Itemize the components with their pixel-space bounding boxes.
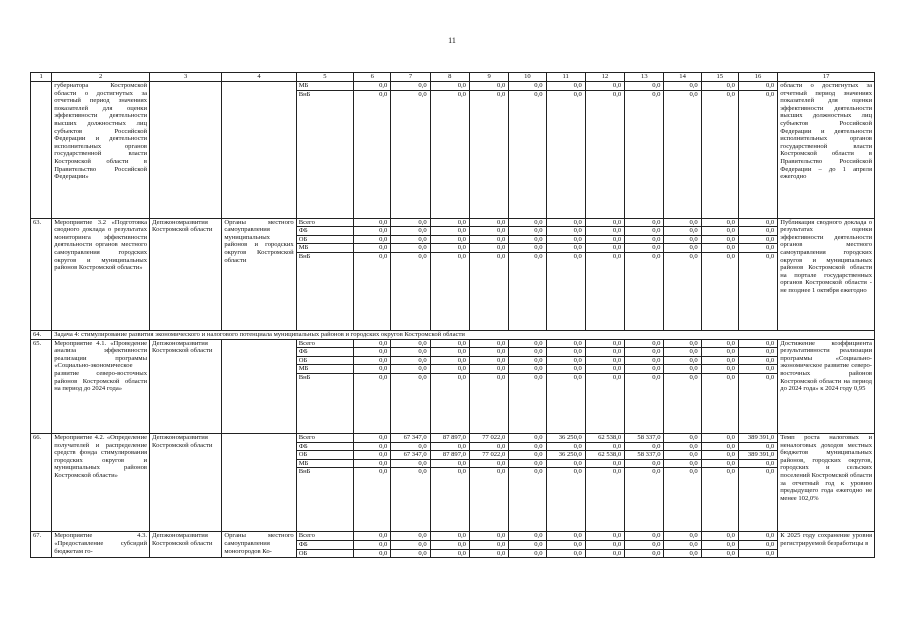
amount-cell: 0,0	[354, 244, 391, 253]
amount-cell: 0,0	[354, 82, 391, 91]
amount-cell: 0,0	[469, 82, 508, 91]
funding-source: ВнБ	[296, 468, 353, 532]
amount-cell: 0,0	[354, 549, 391, 558]
amount-cell: 0,0	[701, 459, 738, 468]
funding-source: ФБ	[296, 348, 353, 357]
measure-name: губернатора Костромской области о достигнутых за отчетный период значениях показателей для оценки эффективности деятельности высших должностных лиц субъектов Российской Федерации и деятельности исполнительных органов государственной власти Костромской области в Правительство Российской Федерации»	[52, 82, 150, 219]
funding-source: Всего	[296, 339, 353, 348]
amount-cell: 0,0	[585, 339, 624, 348]
amount-cell: 0,0	[664, 227, 701, 236]
header-cell: 3	[150, 73, 222, 82]
amount-cell: 0,0	[738, 442, 777, 451]
amount-cell: 0,0	[664, 235, 701, 244]
amount-cell: 0,0	[354, 468, 391, 532]
amount-cell: 0,0	[664, 459, 701, 468]
amount-cell: 0,0	[546, 244, 585, 253]
header-cell: 1	[31, 73, 52, 82]
amount-cell: 0,0	[509, 244, 546, 253]
amount-cell: 36 250,0	[546, 451, 585, 460]
funding-source: ОБ	[296, 235, 353, 244]
amount-cell: 0,0	[625, 218, 664, 227]
amount-cell: 0,0	[469, 373, 508, 433]
funding-source: ФБ	[296, 540, 353, 549]
amount-cell: 0,0	[585, 540, 624, 549]
amount-cell: 0,0	[391, 218, 430, 227]
amount-cell: 0,0	[469, 244, 508, 253]
amount-cell: 0,0	[546, 227, 585, 236]
funding-source: МБ	[296, 459, 353, 468]
amount-cell: 0,0	[354, 227, 391, 236]
amount-cell: 0,0	[509, 468, 546, 532]
amount-cell: 0,0	[509, 365, 546, 374]
amount-cell: 0,0	[738, 459, 777, 468]
header-cell: 12	[585, 73, 624, 82]
amount-cell: 0,0	[738, 549, 777, 558]
funding-source: МБ	[296, 365, 353, 374]
amount-cell: 0,0	[546, 442, 585, 451]
amount-cell: 0,0	[625, 244, 664, 253]
amount-cell: 0,0	[430, 468, 469, 532]
expected-result: Публикация сводного доклада о результатах оценки эффективности деятельности органов местного самоуправления городских округов и муниципальных районов Костромской области на портале государственных органов Костромской области - не позднее 1 октября ежегодно	[778, 218, 875, 330]
amount-cell: 0,0	[509, 227, 546, 236]
funding-source: ВнБ	[296, 252, 353, 330]
funding-source: МБ	[296, 82, 353, 91]
measure-name: Мероприятие 4.3. «Предоставление субсидий бюджетам го-	[52, 532, 150, 558]
amount-cell: 0,0	[391, 532, 430, 541]
task-text: Задача 4: стимулирование развития экономического и налогового потенциала муниципальных районов и городских округов Костромской области	[52, 330, 875, 339]
amount-cell: 0,0	[664, 549, 701, 558]
amount-cell: 0,0	[701, 339, 738, 348]
amount-cell: 389 391,0	[738, 433, 777, 442]
header-cell: 15	[701, 73, 738, 82]
amount-cell: 0,0	[546, 235, 585, 244]
amount-cell: 0,0	[738, 373, 777, 433]
amount-cell: 0,0	[430, 442, 469, 451]
responsible-executor: Депэкономразвития Костромской области	[150, 532, 222, 558]
amount-cell: 0,0	[546, 356, 585, 365]
funding-source: Всего	[296, 532, 353, 541]
page-number: 11	[448, 36, 456, 45]
amount-cell: 0,0	[354, 459, 391, 468]
amount-cell: 0,0	[738, 532, 777, 541]
amount-cell: 0,0	[391, 235, 430, 244]
amount-cell: 0,0	[469, 90, 508, 218]
amount-cell: 0,0	[546, 532, 585, 541]
amount-cell: 77 022,0	[469, 433, 508, 442]
row-number: 63.	[31, 218, 52, 330]
header-cell: 16	[738, 73, 777, 82]
participant: Органы местного самоуправления муниципальных районов и городских округов Костромской области	[222, 218, 296, 330]
amount-cell: 0,0	[585, 244, 624, 253]
funding-source: ВнБ	[296, 90, 353, 218]
amount-cell: 0,0	[664, 365, 701, 374]
amount-cell: 0,0	[585, 549, 624, 558]
amount-cell: 0,0	[509, 252, 546, 330]
amount-cell: 0,0	[625, 235, 664, 244]
amount-cell: 0,0	[354, 235, 391, 244]
amount-cell: 0,0	[664, 218, 701, 227]
funding-source: ФБ	[296, 442, 353, 451]
amount-cell: 0,0	[701, 348, 738, 357]
amount-cell: 0,0	[354, 339, 391, 348]
amount-cell: 0,0	[701, 227, 738, 236]
amount-cell: 0,0	[738, 365, 777, 374]
amount-cell: 0,0	[430, 244, 469, 253]
amount-cell: 0,0	[701, 82, 738, 91]
amount-cell: 0,0	[585, 90, 624, 218]
amount-cell: 0,0	[585, 252, 624, 330]
amount-cell: 0,0	[625, 348, 664, 357]
amount-cell: 0,0	[738, 218, 777, 227]
amount-cell: 0,0	[585, 348, 624, 357]
participant: Органы местного самоуправления моногородов Ко-	[222, 532, 296, 558]
amount-cell: 0,0	[625, 459, 664, 468]
row-number: 64.	[31, 330, 52, 339]
amount-cell: 0,0	[430, 82, 469, 91]
header-cell: 10	[509, 73, 546, 82]
amount-cell: 0,0	[469, 468, 508, 532]
amount-cell: 0,0	[509, 235, 546, 244]
funding-source: Всего	[296, 218, 353, 227]
amount-cell: 0,0	[354, 356, 391, 365]
header-cell: 9	[469, 73, 508, 82]
table-row	[31, 433, 875, 442]
amount-cell: 0,0	[354, 252, 391, 330]
amount-cell: 0,0	[585, 459, 624, 468]
header-cell: 13	[625, 73, 664, 82]
amount-cell: 0,0	[354, 532, 391, 541]
row-number: 67.	[31, 532, 52, 558]
table-row	[31, 339, 875, 348]
amount-cell: 0,0	[701, 451, 738, 460]
amount-cell: 0,0	[469, 442, 508, 451]
row-number: 66.	[31, 433, 52, 531]
header-cell: 4	[222, 73, 296, 82]
header-row	[31, 73, 875, 82]
amount-cell: 0,0	[509, 82, 546, 91]
amount-cell: 0,0	[585, 468, 624, 532]
amount-cell: 0,0	[625, 549, 664, 558]
amount-cell: 0,0	[546, 339, 585, 348]
amount-cell: 0,0	[469, 252, 508, 330]
participant	[222, 82, 296, 219]
amount-cell: 0,0	[391, 227, 430, 236]
amount-cell: 0,0	[354, 218, 391, 227]
funding-source: ВнБ	[296, 373, 353, 433]
amount-cell: 58 337,0	[625, 433, 664, 442]
amount-cell: 0,0	[738, 227, 777, 236]
amount-cell: 0,0	[509, 532, 546, 541]
amount-cell: 67 347,0	[391, 433, 430, 442]
amount-cell: 0,0	[701, 373, 738, 433]
amount-cell: 0,0	[391, 365, 430, 374]
amount-cell: 0,0	[469, 339, 508, 348]
amount-cell: 0,0	[738, 468, 777, 532]
amount-cell: 0,0	[701, 235, 738, 244]
amount-cell: 0,0	[469, 549, 508, 558]
header-cell: 2	[52, 73, 150, 82]
amount-cell: 0,0	[546, 218, 585, 227]
amount-cell: 0,0	[546, 373, 585, 433]
amount-cell: 0,0	[546, 540, 585, 549]
amount-cell: 0,0	[546, 82, 585, 91]
amount-cell: 0,0	[391, 252, 430, 330]
amount-cell: 0,0	[430, 252, 469, 330]
amount-cell: 0,0	[664, 433, 701, 442]
amount-cell: 0,0	[430, 218, 469, 227]
amount-cell: 0,0	[469, 459, 508, 468]
amount-cell: 0,0	[664, 451, 701, 460]
funding-source: ОБ	[296, 451, 353, 460]
amount-cell: 0,0	[546, 348, 585, 357]
amount-cell: 0,0	[546, 459, 585, 468]
amount-cell: 0,0	[625, 532, 664, 541]
amount-cell: 0,0	[625, 373, 664, 433]
amount-cell: 0,0	[585, 218, 624, 227]
amount-cell: 0,0	[469, 227, 508, 236]
amount-cell: 0,0	[664, 468, 701, 532]
amount-cell: 0,0	[664, 348, 701, 357]
amount-cell: 0,0	[701, 468, 738, 532]
row-number: 65.	[31, 339, 52, 433]
amount-cell: 0,0	[354, 373, 391, 433]
funding-source: Всего	[296, 433, 353, 442]
funding-source: ФБ	[296, 227, 353, 236]
amount-cell: 0,0	[625, 468, 664, 532]
table-row	[31, 532, 875, 541]
amount-cell: 0,0	[738, 235, 777, 244]
amount-cell: 0,0	[509, 373, 546, 433]
amount-cell: 0,0	[585, 227, 624, 236]
amount-cell: 0,0	[738, 244, 777, 253]
amount-cell: 0,0	[509, 459, 546, 468]
measure-name: Мероприятие 4.1. «Проведение анализа эффективности реализации программы «Социально-экономическое развитие северо-восточных районов Костромской области на период до 2024 года»	[52, 339, 150, 433]
amount-cell: 0,0	[701, 540, 738, 549]
amount-cell: 0,0	[585, 356, 624, 365]
amount-cell: 0,0	[738, 82, 777, 91]
amount-cell: 0,0	[738, 339, 777, 348]
amount-cell: 0,0	[625, 90, 664, 218]
amount-cell: 0,0	[701, 356, 738, 365]
amount-cell: 0,0	[664, 90, 701, 218]
header-cell: 6	[354, 73, 391, 82]
amount-cell: 0,0	[391, 442, 430, 451]
amount-cell: 0,0	[391, 244, 430, 253]
amount-cell: 0,0	[391, 90, 430, 218]
amount-cell: 0,0	[509, 433, 546, 442]
expected-result: Темп роста налоговых и неналоговых доходов местных бюджетов муниципальных районов, городских округов, городских и сельских поселений Костромской области за отчетный год к уровню предыдущего года ежегодно не менее 102,0%	[778, 433, 875, 531]
amount-cell: 62 538,0	[585, 433, 624, 442]
expected-result: К 2025 году сохранение уровня регистрируемой безработицы в	[778, 532, 875, 558]
amount-cell: 0,0	[625, 442, 664, 451]
amount-cell: 0,0	[430, 373, 469, 433]
amount-cell: 0,0	[509, 442, 546, 451]
amount-cell: 0,0	[354, 365, 391, 374]
amount-cell: 0,0	[509, 451, 546, 460]
amount-cell: 0,0	[625, 339, 664, 348]
amount-cell: 87 897,0	[430, 451, 469, 460]
amount-cell: 0,0	[738, 252, 777, 330]
amount-cell: 0,0	[391, 82, 430, 91]
amount-cell: 0,0	[546, 468, 585, 532]
amount-cell: 0,0	[585, 373, 624, 433]
responsible-executor: Депэкономразвития Костромской области	[150, 339, 222, 433]
amount-cell: 0,0	[469, 235, 508, 244]
amount-cell: 0,0	[664, 244, 701, 253]
amount-cell: 0,0	[585, 82, 624, 91]
amount-cell: 0,0	[701, 244, 738, 253]
amount-cell: 0,0	[354, 442, 391, 451]
amount-cell: 0,0	[430, 90, 469, 218]
amount-cell: 77 022,0	[469, 451, 508, 460]
amount-cell: 0,0	[430, 227, 469, 236]
amount-cell: 0,0	[585, 442, 624, 451]
amount-cell: 0,0	[664, 356, 701, 365]
funding-source: ОБ	[296, 356, 353, 365]
amount-cell: 0,0	[391, 373, 430, 433]
task-row	[31, 330, 875, 339]
amount-cell: 0,0	[625, 356, 664, 365]
table-row	[31, 218, 875, 227]
table-row	[31, 82, 875, 91]
amount-cell: 0,0	[664, 532, 701, 541]
amount-cell: 0,0	[701, 365, 738, 374]
amount-cell: 0,0	[430, 459, 469, 468]
amount-cell: 0,0	[469, 348, 508, 357]
amount-cell: 0,0	[664, 82, 701, 91]
amount-cell: 0,0	[430, 339, 469, 348]
amount-cell: 0,0	[738, 540, 777, 549]
amount-cell: 0,0	[701, 218, 738, 227]
amount-cell: 0,0	[430, 348, 469, 357]
amount-cell: 0,0	[469, 365, 508, 374]
amount-cell: 0,0	[430, 540, 469, 549]
amount-cell: 0,0	[738, 348, 777, 357]
amount-cell: 87 897,0	[430, 433, 469, 442]
amount-cell: 0,0	[509, 540, 546, 549]
amount-cell: 0,0	[546, 365, 585, 374]
program-table	[30, 72, 875, 558]
amount-cell: 0,0	[585, 365, 624, 374]
table-body	[31, 73, 875, 558]
amount-cell: 0,0	[430, 356, 469, 365]
amount-cell: 0,0	[701, 532, 738, 541]
header-cell: 17	[778, 73, 875, 82]
amount-cell: 0,0	[585, 532, 624, 541]
measure-name: Мероприятие 3.2 «Подготовка сводного доклада о результатах мониторинга эффективности деятельности органов местного самоуправления городских округов и муниципальных районов Костромской области»	[52, 218, 150, 330]
amount-cell: 0,0	[664, 540, 701, 549]
amount-cell: 0,0	[509, 549, 546, 558]
amount-cell: 0,0	[585, 235, 624, 244]
amount-cell: 0,0	[469, 540, 508, 549]
responsible-executor: Депэкономразвития Костромской области	[150, 433, 222, 531]
participant	[222, 433, 296, 531]
amount-cell: 0,0	[664, 339, 701, 348]
amount-cell: 0,0	[391, 549, 430, 558]
amount-cell: 0,0	[546, 549, 585, 558]
amount-cell: 0,0	[625, 82, 664, 91]
amount-cell: 0,0	[701, 549, 738, 558]
amount-cell: 0,0	[701, 252, 738, 330]
amount-cell: 0,0	[664, 442, 701, 451]
expected-result: Достижение коэффициента результативности реализации программы «Социально-экономическое развитие северо-восточных районов Костромской области на период до 2024 года» к 2024 году 0,95	[778, 339, 875, 433]
expected-result: области о достигнутых за отчетный период значениях показателей для оценки эффективности деятельности высших должностных лиц субъектов Российской Федерации и деятельности исполнительных органов государственной власти Костромской области в Правительство Российской Федерации – до 1 апреля ежегодно	[778, 82, 875, 219]
header-cell: 5	[296, 73, 353, 82]
row-number	[31, 82, 52, 219]
amount-cell: 0,0	[391, 540, 430, 549]
amount-cell: 0,0	[701, 433, 738, 442]
measure-name: Мероприятие 4.2. «Определение получателей и распределение средств фонда стимулирования городских округов и муниципальных районов Костромской области»	[52, 433, 150, 531]
amount-cell: 0,0	[546, 252, 585, 330]
amount-cell: 0,0	[391, 339, 430, 348]
amount-cell: 0,0	[664, 252, 701, 330]
amount-cell: 62 538,0	[585, 451, 624, 460]
responsible-executor	[150, 82, 222, 219]
amount-cell: 0,0	[391, 459, 430, 468]
amount-cell: 0,0	[701, 90, 738, 218]
header-cell: 14	[664, 73, 701, 82]
amount-cell: 0,0	[625, 365, 664, 374]
amount-cell: 0,0	[430, 235, 469, 244]
responsible-executor: Депэкономразвития Костромской области	[150, 218, 222, 330]
amount-cell: 0,0	[509, 356, 546, 365]
amount-cell: 58 337,0	[625, 451, 664, 460]
amount-cell: 0,0	[469, 218, 508, 227]
amount-cell: 67 347,0	[391, 451, 430, 460]
amount-cell: 0,0	[738, 356, 777, 365]
amount-cell: 0,0	[509, 339, 546, 348]
amount-cell: 0,0	[509, 218, 546, 227]
amount-cell: 0,0	[509, 90, 546, 218]
amount-cell: 0,0	[391, 348, 430, 357]
header-cell: 7	[391, 73, 430, 82]
amount-cell: 0,0	[354, 540, 391, 549]
participant	[222, 339, 296, 433]
amount-cell: 0,0	[546, 90, 585, 218]
amount-cell: 0,0	[391, 356, 430, 365]
amount-cell: 389 391,0	[738, 451, 777, 460]
amount-cell: 0,0	[701, 442, 738, 451]
amount-cell: 0,0	[625, 540, 664, 549]
amount-cell: 0,0	[354, 433, 391, 442]
amount-cell: 0,0	[430, 549, 469, 558]
amount-cell: 0,0	[509, 348, 546, 357]
amount-cell: 0,0	[430, 532, 469, 541]
amount-cell: 0,0	[738, 90, 777, 218]
amount-cell: 36 250,0	[546, 433, 585, 442]
amount-cell: 0,0	[469, 532, 508, 541]
amount-cell: 0,0	[354, 348, 391, 357]
amount-cell: 0,0	[469, 356, 508, 365]
amount-cell: 0,0	[354, 451, 391, 460]
funding-source: МБ	[296, 244, 353, 253]
header-cell: 8	[430, 73, 469, 82]
header-cell: 11	[546, 73, 585, 82]
amount-cell: 0,0	[354, 90, 391, 218]
amount-cell: 0,0	[625, 252, 664, 330]
amount-cell: 0,0	[391, 468, 430, 532]
funding-source: ОБ	[296, 549, 353, 558]
amount-cell: 0,0	[664, 373, 701, 433]
amount-cell: 0,0	[430, 365, 469, 374]
amount-cell: 0,0	[625, 227, 664, 236]
